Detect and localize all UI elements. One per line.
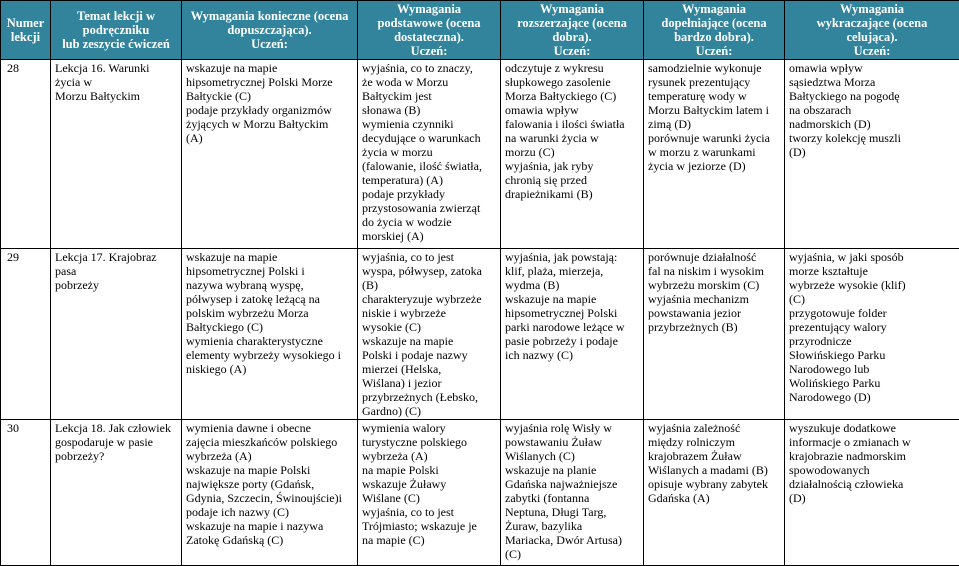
text-line: Żuraw, bazylika [505,519,639,533]
header-rozszerzajace [501,1,644,60]
text-line: klif, plaża, mierzeja, [505,264,639,278]
text-line: charakteryzuje wybrzeże [362,292,496,306]
text-line: hipsometrycznej Polski i [186,264,353,278]
text-line: (falowanie, ilość światła, [362,159,496,173]
text-line: prezentujący walory [789,320,955,334]
text-line: na mapie (C) [362,533,496,547]
text-line: nadmorskich (D) [789,117,955,131]
text-line: wskazuje na mapie [186,61,353,75]
text-line: temperatura) (A) [362,173,496,187]
text-line: wyjaśnia, co to jest [362,250,496,264]
text-line: zabytki (fontanna [505,491,639,505]
text-line: działalnością człowieka [789,477,955,491]
text-line: Wolińskiego Parku [789,376,955,390]
text-line: morzu (C) [505,145,639,159]
text-line: decydujące o warunkach [362,131,496,145]
text-line: porównuje działalność [648,250,780,264]
text-line: wskazuje na mapie Polski [186,463,353,477]
text-line: półwysep i zatokę leżącą na [186,292,353,306]
text-line: podaje przykłady [362,187,496,201]
text-line: Wymagania konieczne (ocena [186,9,353,23]
text-line: chronią się przed [505,173,639,187]
text-line: na warunki życia w [505,131,639,145]
text-line: dobra). [505,30,639,44]
text-line: krajobrazem Żuław [648,449,780,463]
text-line: Słowińskiego Parku [789,348,955,362]
text-line: spowodowanych [789,463,955,477]
lesson-number: 29 [1,249,51,420]
text-line: Temat lekcji w podręczniku [55,9,177,37]
text-line: życia w jeziorze (D) [648,159,780,173]
text-line: wybrzeża (A) [186,449,353,463]
text-line: (C) [505,547,639,561]
text-line: podstawowe (ocena [362,16,496,30]
text-line: na obszarach [789,103,955,117]
text-line: Trójmiasto; wskazuje je [362,519,496,533]
text-line: Wiślane (C) [362,491,496,505]
text-line: Uczeń: [186,37,353,51]
text-line: wyjaśnia, co to znaczy, [362,61,496,75]
text-line: Gdynia, Szczecin, Świnoujście)i [186,491,353,505]
lesson-topic [51,60,182,249]
text-line: wyjaśnia mechanizm [648,292,780,306]
text-line: (D) [789,491,955,505]
text-line: wskazuje na planie [505,463,639,477]
text-line: Uczeń: [648,44,780,58]
text-line: hipsometrycznej Polski Morze [186,75,353,89]
text-line: dopełniające (ocena [648,16,780,30]
text-line: Wymagania [789,2,955,16]
text-line: tworzy kolekcję muszli [789,131,955,145]
text-line: Morzu Bałtyckim latem i [648,103,780,117]
text-line: wysokie (C) [362,320,496,334]
text-line: Lekcja 16. Warunki życia w [55,61,177,89]
text-line: sąsiedztwa Morza [789,75,955,89]
req-konieczne [182,249,358,420]
req-wykraczajace [785,249,959,420]
text-line: niskiego (A) [186,362,353,376]
text-line: Wiślanych a madami (B) [648,463,780,477]
text-line: Morzu Bałtyckim [55,89,177,103]
text-line: wybrzeżu morskim (C) [648,278,780,292]
text-line: niskie i wybrzeże [362,306,496,320]
text-line: Wymagania [505,2,639,16]
text-line: podaje przykłady organizmów [186,103,353,117]
text-line: odczytuje z wykresu [505,61,639,75]
req-podstawowe [358,249,501,420]
text-line: Numer [5,16,46,30]
text-line: morze kształtuje [789,264,955,278]
text-line: bardzo dobra). [648,30,780,44]
text-line: Morza Bałtyckiego (C) [505,89,639,103]
text-line: wymienia walory [362,421,496,435]
text-line: słupkowego zasolenie [505,75,639,89]
text-line: wydma (B) [505,278,639,292]
text-line: żyjących w Morzu Bałtyckim [186,117,353,131]
text-line: Mariacka, Dwór Artusa) [505,533,639,547]
text-line: opisuje wybrany zabytek [648,477,780,491]
text-line: dopuszczająca). [186,23,353,37]
text-line: celująca). [789,30,955,44]
text-line: hipsometrycznej Polski [505,306,639,320]
text-line: polskim wybrzeżu Morza [186,306,353,320]
text-line: wyjaśnia, w jaki sposób [789,250,955,264]
header-wykraczajace [785,1,959,60]
text-line: falowania i ilości światła [505,117,639,131]
text-line: Bałtyckiego na pogodę [789,89,955,103]
text-line: przybrzeżnych (B) [648,320,780,334]
text-line: zajęcia mieszkańców polskiego [186,435,353,449]
text-line: Neptuna, Długi Targ, [505,505,639,519]
text-line: parki narodowe leżące w [505,320,639,334]
text-line: nazywa wybraną wyspę, [186,278,353,292]
req-konieczne [182,420,358,566]
header-podstawowe [358,1,501,60]
table-row [1,249,959,420]
text-line: Bałtyckie (C) [186,89,353,103]
text-line: przygotowuje folder [789,306,955,320]
req-wykraczajace [785,60,959,249]
req-konieczne [182,60,358,249]
req-rozszerzajace [501,249,644,420]
text-line: Uczeń: [505,44,639,58]
text-line: Wymagania [648,2,780,16]
text-line: wyjaśnia, jak ryby [505,159,639,173]
text-line: wybrzeża (A) [362,449,496,463]
req-podstawowe [358,60,501,249]
text-line: porównuje warunki życia [648,131,780,145]
text-line: podaje ich nazwy (C) [186,505,353,519]
text-line: rozszerzające (ocena [505,16,639,30]
text-line: Bałtyckim jest [362,89,496,103]
text-line: krajobrazie nadmorskim [789,449,955,463]
header-konieczne [182,1,358,60]
text-line: (C) [789,292,955,306]
text-line: przybrzeżnych (Łebsko, [362,390,496,404]
text-line: (D) [789,145,955,159]
text-line: Zatokę Gdańską (C) [186,533,353,547]
header-dopelniajace [644,1,785,60]
text-line: pasie pobrzeży i podaje [505,334,639,348]
table-row [1,60,959,249]
text-line: Wiślana) i jezior [362,376,496,390]
text-line: informacje o zmianach w [789,435,955,449]
text-line: wykraczające (ocena [789,16,955,30]
text-line: wyszukuje dodatkowe [789,421,955,435]
text-line: Uczeń: [362,44,496,58]
text-line: omawia wpływ [789,61,955,75]
text-line: Lekcja 17. Krajobraz pasa [55,250,177,278]
text-line: Wymagania [362,2,496,16]
req-dopelniajace [644,249,785,420]
text-line: Narodowego lub [789,362,955,376]
text-line: powstawaniu Żuław [505,435,639,449]
text-line: do życia w wodzie [362,215,496,229]
text-line: temperaturę wody w [648,89,780,103]
header-row [1,1,959,60]
text-line: że woda w Morzu [362,75,496,89]
text-line: wyspa, półwysep, zatoka [362,264,496,278]
text-line: wyjaśnia zależność [648,421,780,435]
text-line: samodzielnie wykonuje [648,61,780,75]
text-line: pobrzeży [55,278,177,292]
text-line: morskiej (A) [362,229,496,243]
text-line: wyjaśnia, jak powstają: [505,250,639,264]
lesson-number: 30 [1,420,51,566]
req-dopelniajace [644,60,785,249]
text-line: Gdańska najważniejsze [505,477,639,491]
lesson-topic [51,249,182,420]
text-line: rysunek prezentujący [648,75,780,89]
text-line: wskazuje Żuławy [362,477,496,491]
text-line: Uczeń: [789,44,955,58]
text-line: (B) [362,278,496,292]
text-line: wymienia charakterystyczne [186,334,353,348]
req-podstawowe [358,420,501,566]
text-line: Gdańska (A) [648,491,780,505]
req-rozszerzajace [501,420,644,566]
text-line: Gardno) (C) [362,404,496,418]
req-wykraczajace [785,420,959,566]
text-line: wymienia dawne i obecne [186,421,353,435]
text-line: między rolniczym [648,435,780,449]
text-line: wskazuje na mapie [505,292,639,306]
text-line: mierzei (Helska, [362,362,496,376]
text-line: dostateczna). [362,30,496,44]
text-line: lekcji [5,30,46,44]
text-line: wymienia czynniki [362,117,496,131]
text-line: Wiślanych (C) [505,449,639,463]
text-line: przyrodnicze [789,334,955,348]
table-row [1,420,959,566]
text-line: Polski i podaje nazwy [362,348,496,362]
text-line: (A) [186,131,353,145]
text-line: wskazuje na mapie i nazywa [186,519,353,533]
lesson-number: 28 [1,60,51,249]
text-line: Bałtyckiego (C) [186,320,353,334]
text-line: wyjaśnia, co to jest [362,505,496,519]
text-line: drapieżnikami (B) [505,187,639,201]
text-line: ich nazwy (C) [505,348,639,362]
text-line: wskazuje na mapie [362,334,496,348]
text-line: turystyczne polskiego [362,435,496,449]
text-line: Narodowego (D) [789,390,955,404]
text-line: wybrzeże wysokie (klif) [789,278,955,292]
text-line: zimą (D) [648,117,780,131]
text-line: pobrzeży? [55,449,177,463]
text-line: wyjaśnia rolę Wisły w [505,421,639,435]
text-line: lub zeszycie ćwiczeń [55,37,177,51]
lesson-topic [51,420,182,566]
header-topic [51,1,182,60]
text-line: życia w morzu [362,145,496,159]
header-number [1,1,51,60]
text-line: słonawa (B) [362,103,496,117]
text-line: omawia wpływ [505,103,639,117]
text-line: powstawania jezior [648,306,780,320]
text-line: fal na niskim i wysokim [648,264,780,278]
req-rozszerzajace [501,60,644,249]
text-line: wskazuje na mapie [186,250,353,264]
text-line: przystosowania zwierząt [362,201,496,215]
text-line: elementy wybrzeży wysokiego i [186,348,353,362]
text-line: gospodaruje w pasie [55,435,177,449]
text-line: największe porty (Gdańsk, [186,477,353,491]
req-dopelniajace [644,420,785,566]
text-line: na mapie Polski [362,463,496,477]
text-line: w morzu z warunkami [648,145,780,159]
text-line: Lekcja 18. Jak człowiek [55,421,177,435]
